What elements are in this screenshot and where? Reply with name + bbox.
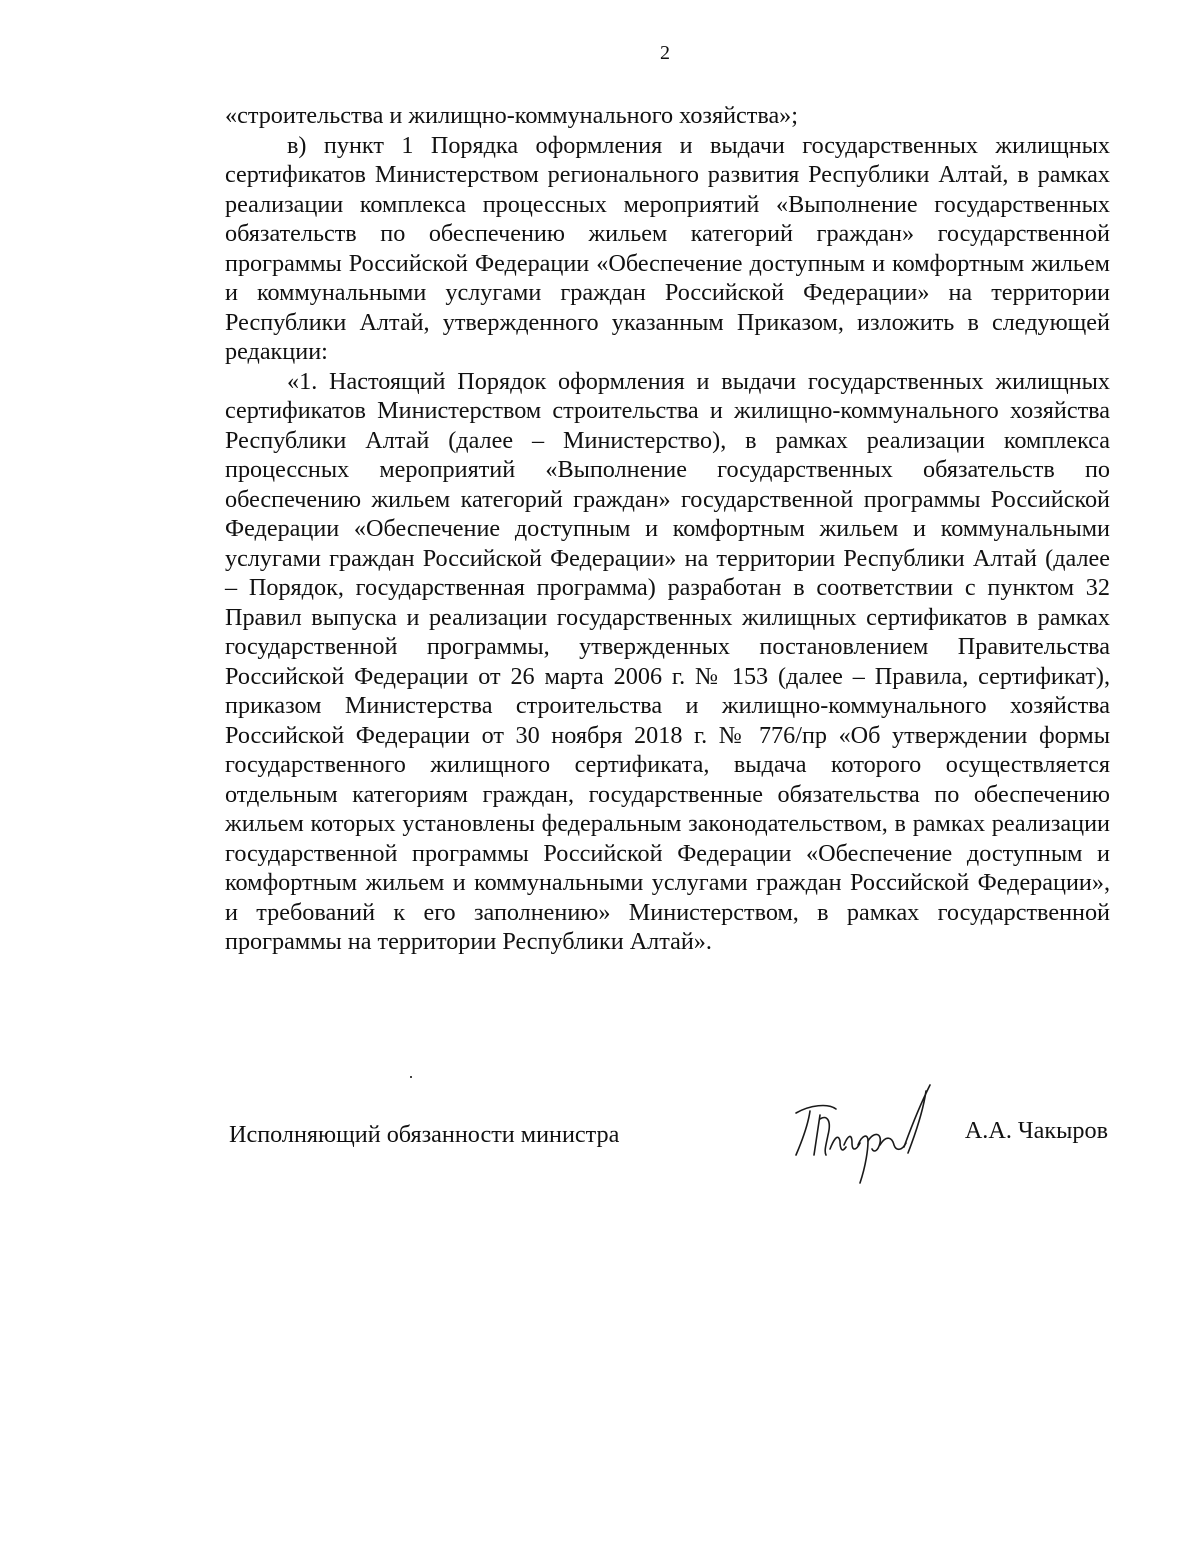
- paragraph-new-wording: «1. Настоящий Порядок оформления и выдачи государственных жилищных сертификатов Министерством строительства и жилищно-коммунального хозяйства Республики Алтай (далее – Министерство), в рамках реализации комплекса процессных мероприятий «Выполнение государственных обязательств по обеспечению жильем категорий граждан» государственной программы Российской Федерации «Обеспечение доступным и комфортным жильем и коммунальными услугами граждан Российской Федерации» на территории Республики Алтай (далее – Порядок, государственная программа) разработан в соответствии с пунктом 32 Правил выпуска и реализации государственных жилищных сертификатов в рамках государственной программы, утвержденных постановлением Правительства Российской Федерации от 26 марта 2006 г. № 153 (далее – Правила, сертификат), приказом Министерства строительства и жилищно-коммунального хозяйства Российской Федерации от 30 ноября 2018 г. № 776/пр «Об утверждении формы государственного жилищного сертификата, выдача которого осуществляется отдельным категориям граждан, государственные обязательства по обеспечению жильем которых установлены федеральным законодательством, в рамках реализации государственной программы Российской Федерации «Обеспечение доступным и комфортным жильем и коммунальными услугами граждан Российской Федерации», и требований к его заполнению» Министерством, в рамках государственной программы на территории Республики Алтай».: [225, 367, 1110, 955]
- document-body: [225, 101, 1110, 957]
- paragraph-continuation: «строительства и жилищно-коммунального хозяйства»;: [225, 102, 798, 129]
- page-number: 2: [660, 42, 670, 64]
- signature-block: [225, 1075, 1110, 1195]
- paragraph-item-v: в) пункт 1 Порядка оформления и выдачи государственных жилищных сертификатов Министерством регионального развития Республики Алтай, в рамках реализации комплекса процессных мероприятий «Выполнение государственных обязательств по обеспечению жильем категорий граждан» государственной программы Российской Федерации «Обеспечение доступным и комфортным жильем и коммунальными услугами граждан Российской Федерации» на территории Республики Алтай, утвержденного указанным Приказом, изложить в следующей редакции:: [225, 131, 1110, 365]
- signatory-position: Исполняющий обязанности министра: [229, 1121, 620, 1148]
- signatory-name: А.А. Чакыров: [964, 1117, 1108, 1144]
- handwritten-signature-icon: [790, 1075, 950, 1190]
